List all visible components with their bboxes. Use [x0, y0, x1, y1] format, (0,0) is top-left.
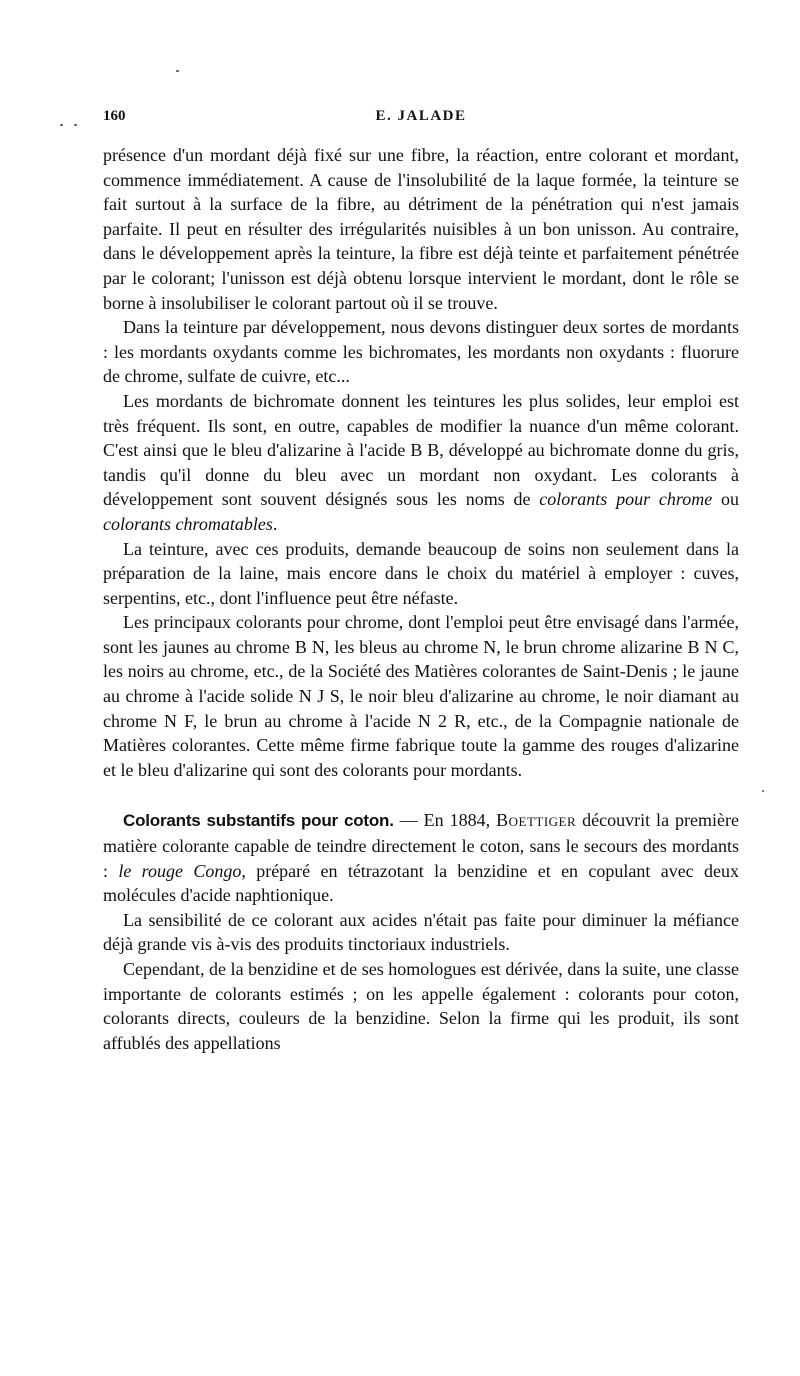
paragraph: Cependant, de la benzidine et de ses homologues est dérivée, dans la suite, une classe importante de colorants estimés ; on les appelle également : colorants pour coton, colorants directs, couleurs de la benzidine. Selon la firme qui les produit, ils sont affublés des appellations [103, 959, 739, 1053]
italic-term: colorants pour chrome [539, 489, 713, 510]
paragraph-text: découvrit la première matière colorante capable de teindre directement le coton, sans le secours des mordants : [103, 810, 739, 881]
print-speck [60, 124, 63, 126]
paragraph: Les principaux colorants pour chrome, dont l'emploi peut être envisagé dans l'armée, sont les jaunes au chrome B N, les bleus au chrome N, le brun chrome alizarine B N C, les noirs au chrome, etc., de la Société des Matières colorantes de Saint-Denis ; le jaune au chrome à l'acide solide N J S, le noir bleu d'alizarine au chrome, le noir diamant au chrome N F, le brun au chrome à l'acide N 2 R, etc., de la Compagnie nationale de Matières colorantes. Cette même firme fabrique toute la gamme des rouges d'alizarine et le bleu d'alizarine qui sont des colorants pour mordants. [103, 612, 739, 780]
paragraph: La sensibilité de ce colorant aux acides n'était pas faite pour diminuer la méfiance déjà grande vis à-vis des produits tinctoriaux industriels. [103, 909, 739, 955]
section-paragraph [103, 808, 739, 907]
print-speck [176, 70, 179, 72]
paragraph: présence d'un mordant déjà fixé sur une fibre, la réaction, entre colorant et mordant, commence immédiatement. A cause de l'insolubilité de la laque formée, la teinture se fait surtout à la surface de la fibre, au détriment de la pénétration qui n'est jamais parfaite. Il peut en résulter des irrégularités nuisibles à un bon unisson. Au contraire, dans le développement après la teinture, la fibre est déjà teinte et parfaitement pénétrée par le colorant; l'unisson est déjà obtenu lorsque intervient le mordant, dont le rôle se borne à insolubiliser le colorant partout où il se trouve. [103, 145, 739, 313]
paragraph-text: — En 1884, [393, 810, 497, 831]
italic-term: colorants chromatables [103, 513, 273, 534]
paragraph-text: . [272, 513, 278, 534]
page-number: 160 [103, 108, 126, 124]
paragraph: Dans la teinture par développement, nous devons distinguer deux sortes de mordants : les mordants oxydants comme les bichromates, les mordants non oxydants : fluorure de chrome, sulfate de cuivre, etc... [103, 317, 739, 387]
italic-term: le rouge Congo [118, 860, 242, 881]
paragraph [103, 389, 739, 537]
author-name: Boettiger [496, 810, 577, 831]
print-speck [762, 790, 764, 792]
section-heading: Colorants substantifs pour coton. [123, 811, 394, 831]
paragraph-text: , préparé en tétrazotant la benzidine et en copulant avec deux molécules d'acide naphtionique. [103, 860, 740, 906]
paragraph-text: Les mordants de bichromate donnent les teintures les plus solides, leur emploi est très fréquent. Ils sont, en outre, capables de modifier la nuance d'un même colorant. C'est ainsi que le bleu d'alizarine à l'acide B B, développé au bichromate donne du gris, tandis qu'il donne du bleu avec un mordant non oxydant. Les colorants à développement sont souvent désignés sous les noms de [103, 390, 739, 510]
page-header [103, 104, 739, 130]
print-speck [74, 124, 77, 126]
body-text [103, 143, 739, 1055]
paragraph: La teinture, avec ces produits, demande beaucoup de soins non seulement dans la préparation de la laine, mais encore dans le choix du matériel à employer : cuves, serpentins, etc., dont l'influence peut être néfaste. [103, 538, 739, 608]
paragraph-text: ou [721, 489, 739, 510]
running-head: E. JALADE [375, 108, 467, 124]
